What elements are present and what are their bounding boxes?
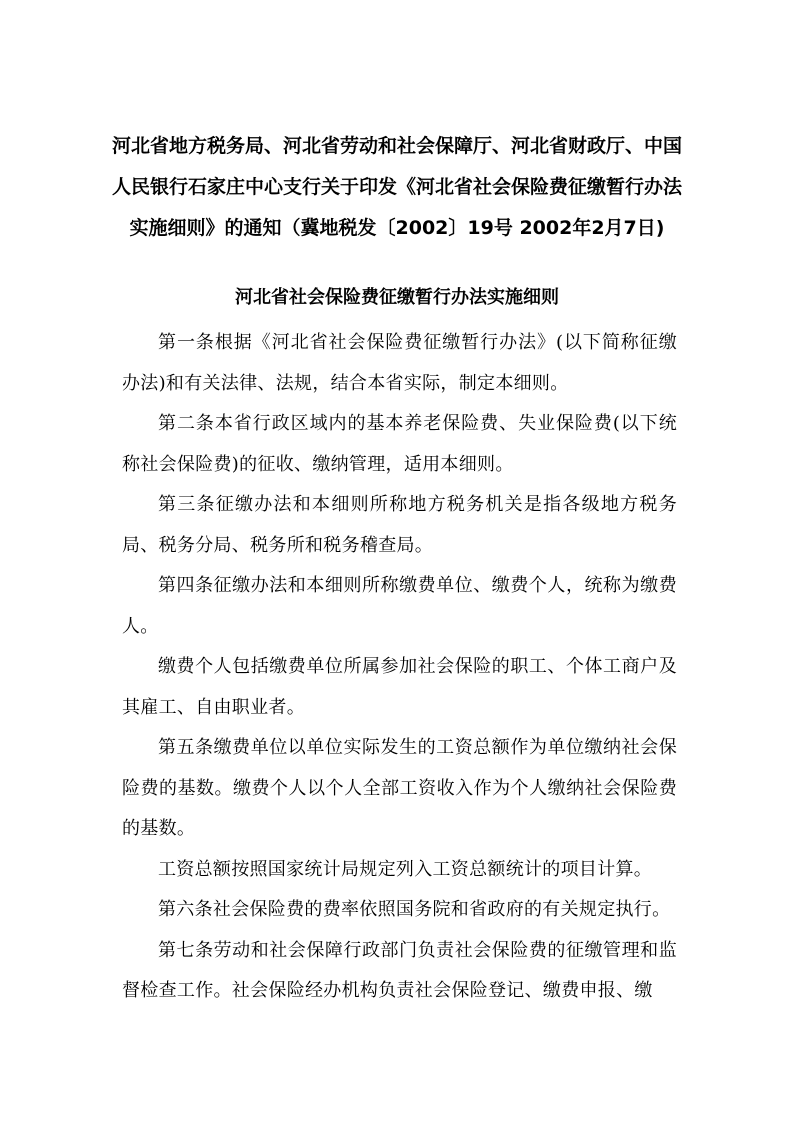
paragraph: 第七条劳动和社会保障行政部门负责社会保险费的征缴管理和监督检查工作。社会保险经办机构负责社会保险登记、缴费申报、缴 — [122, 939, 677, 1001]
paragraph: 第一条根据《河北省社会保险费征缴暂行办法》(以下简称征缴办法)和有关法律、法规，结合本省实际，制定本细则。 — [122, 332, 677, 394]
paragraph: 工资总额按照国家统计局规定列入工资总额统计的项目计算。 — [158, 858, 653, 880]
document-body — [122, 323, 677, 1012]
document-title: 河北省地方税务局、河北省劳动和社会保障厅、河北省财政厅、中国人民银行石家庄中心支行关于印发《河北省社会保险费征缴暂行办法实施细则》的通知（冀地税发〔2002〕19号 2002年2月7日) — [112, 135, 683, 239]
document-subtitle: 河北省社会保险费征缴暂行办法实施细则 — [235, 287, 559, 308]
paragraph: 第二条本省行政区域内的基本养老保险费、失业保险费(以下统称社会保险费)的征收、缴纳管理，适用本细则。 — [122, 413, 677, 475]
paragraph: 第三条征缴办法和本细则所称地方税务机关是指各级地方税务局、税务分局、税务所和税务稽查局。 — [122, 494, 677, 556]
paragraph: 第五条缴费单位以单位实际发生的工资总额作为单位缴纳社会保险费的基数。缴费个人以个人全部工资收入作为个人缴纳社会保险费的基数。 — [122, 737, 677, 839]
paragraph: 第六条社会保险费的费率依照国务院和省政府的有关规定执行。 — [158, 899, 671, 920]
paragraph: 第四条征缴办法和本细则所称缴费单位、缴费个人，统称为缴费人。 — [122, 575, 677, 637]
paragraph: 缴费个人包括缴费单位所属参加社会保险的职工、个体工商户及其雇工、自由职业者。 — [122, 656, 677, 718]
